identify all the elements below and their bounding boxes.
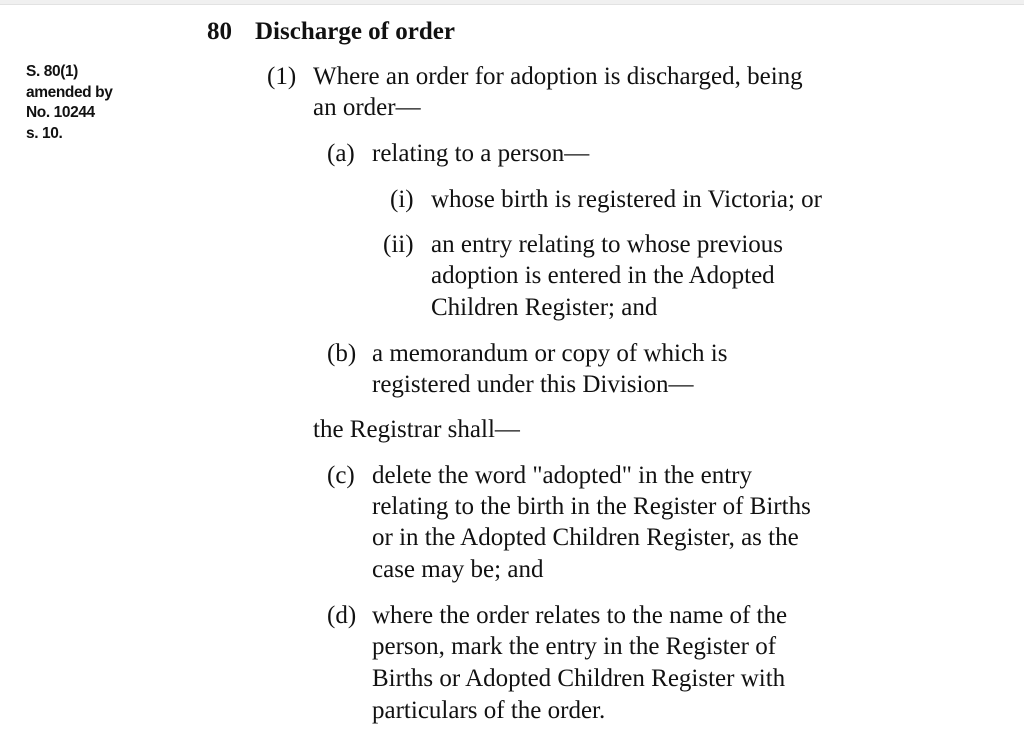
subsection-1-text: Where an order for adoption is discharged, being	[313, 63, 803, 90]
sub-i-text: whose birth is registered in Victoria; or	[431, 186, 823, 213]
para-c-label: (c)	[327, 462, 355, 489]
subsection-1-label: (1)	[267, 63, 297, 90]
para-b-text: registered under this Division—	[372, 371, 694, 398]
margin-note-line: amended by	[26, 83, 113, 101]
margin-note	[26, 62, 176, 144]
page-top-edge	[0, 0, 1024, 5]
para-c-text: or in the Adopted Children Register, as the	[372, 524, 799, 551]
margin-note-line: No. 10244	[26, 104, 95, 121]
sub-ii-label: (ii)	[383, 231, 414, 258]
section-number: 80	[207, 18, 232, 45]
registrar-line: the Registrar shall—	[313, 416, 520, 443]
subsection-1-text: an order—	[313, 94, 421, 121]
para-c-text: case may be; and	[372, 556, 544, 583]
sub-i-label: (i)	[390, 186, 414, 213]
para-b-text: a memorandum or copy of which is	[372, 340, 728, 367]
sub-ii-text: Children Register; and	[431, 294, 658, 321]
para-a-text: relating to a person—	[372, 140, 590, 167]
para-b-label: (b)	[327, 340, 357, 367]
sub-ii-text: adoption is entered in the Adopted	[431, 262, 775, 289]
para-d-text: particulars of the order.	[372, 697, 606, 724]
margin-note-line: S. 80(1)	[26, 63, 78, 80]
para-c-text: relating to the birth in the Register of Births	[372, 493, 811, 520]
margin-note-line: s. 10.	[26, 124, 63, 142]
sub-ii-text: an entry relating to whose previous	[431, 231, 783, 258]
para-d-text: Births or Adopted Children Register with	[372, 665, 786, 692]
para-d-text: where the order relates to the name of the	[372, 602, 788, 629]
section-heading	[207, 16, 455, 47]
para-d-label: (d)	[327, 602, 357, 629]
para-a-label: (a)	[327, 140, 355, 167]
para-c-text: delete the word "adopted" in the entry	[372, 462, 753, 489]
para-d-text: person, mark the entry in the Register of	[372, 633, 777, 660]
section-title: Discharge of order	[255, 18, 455, 45]
